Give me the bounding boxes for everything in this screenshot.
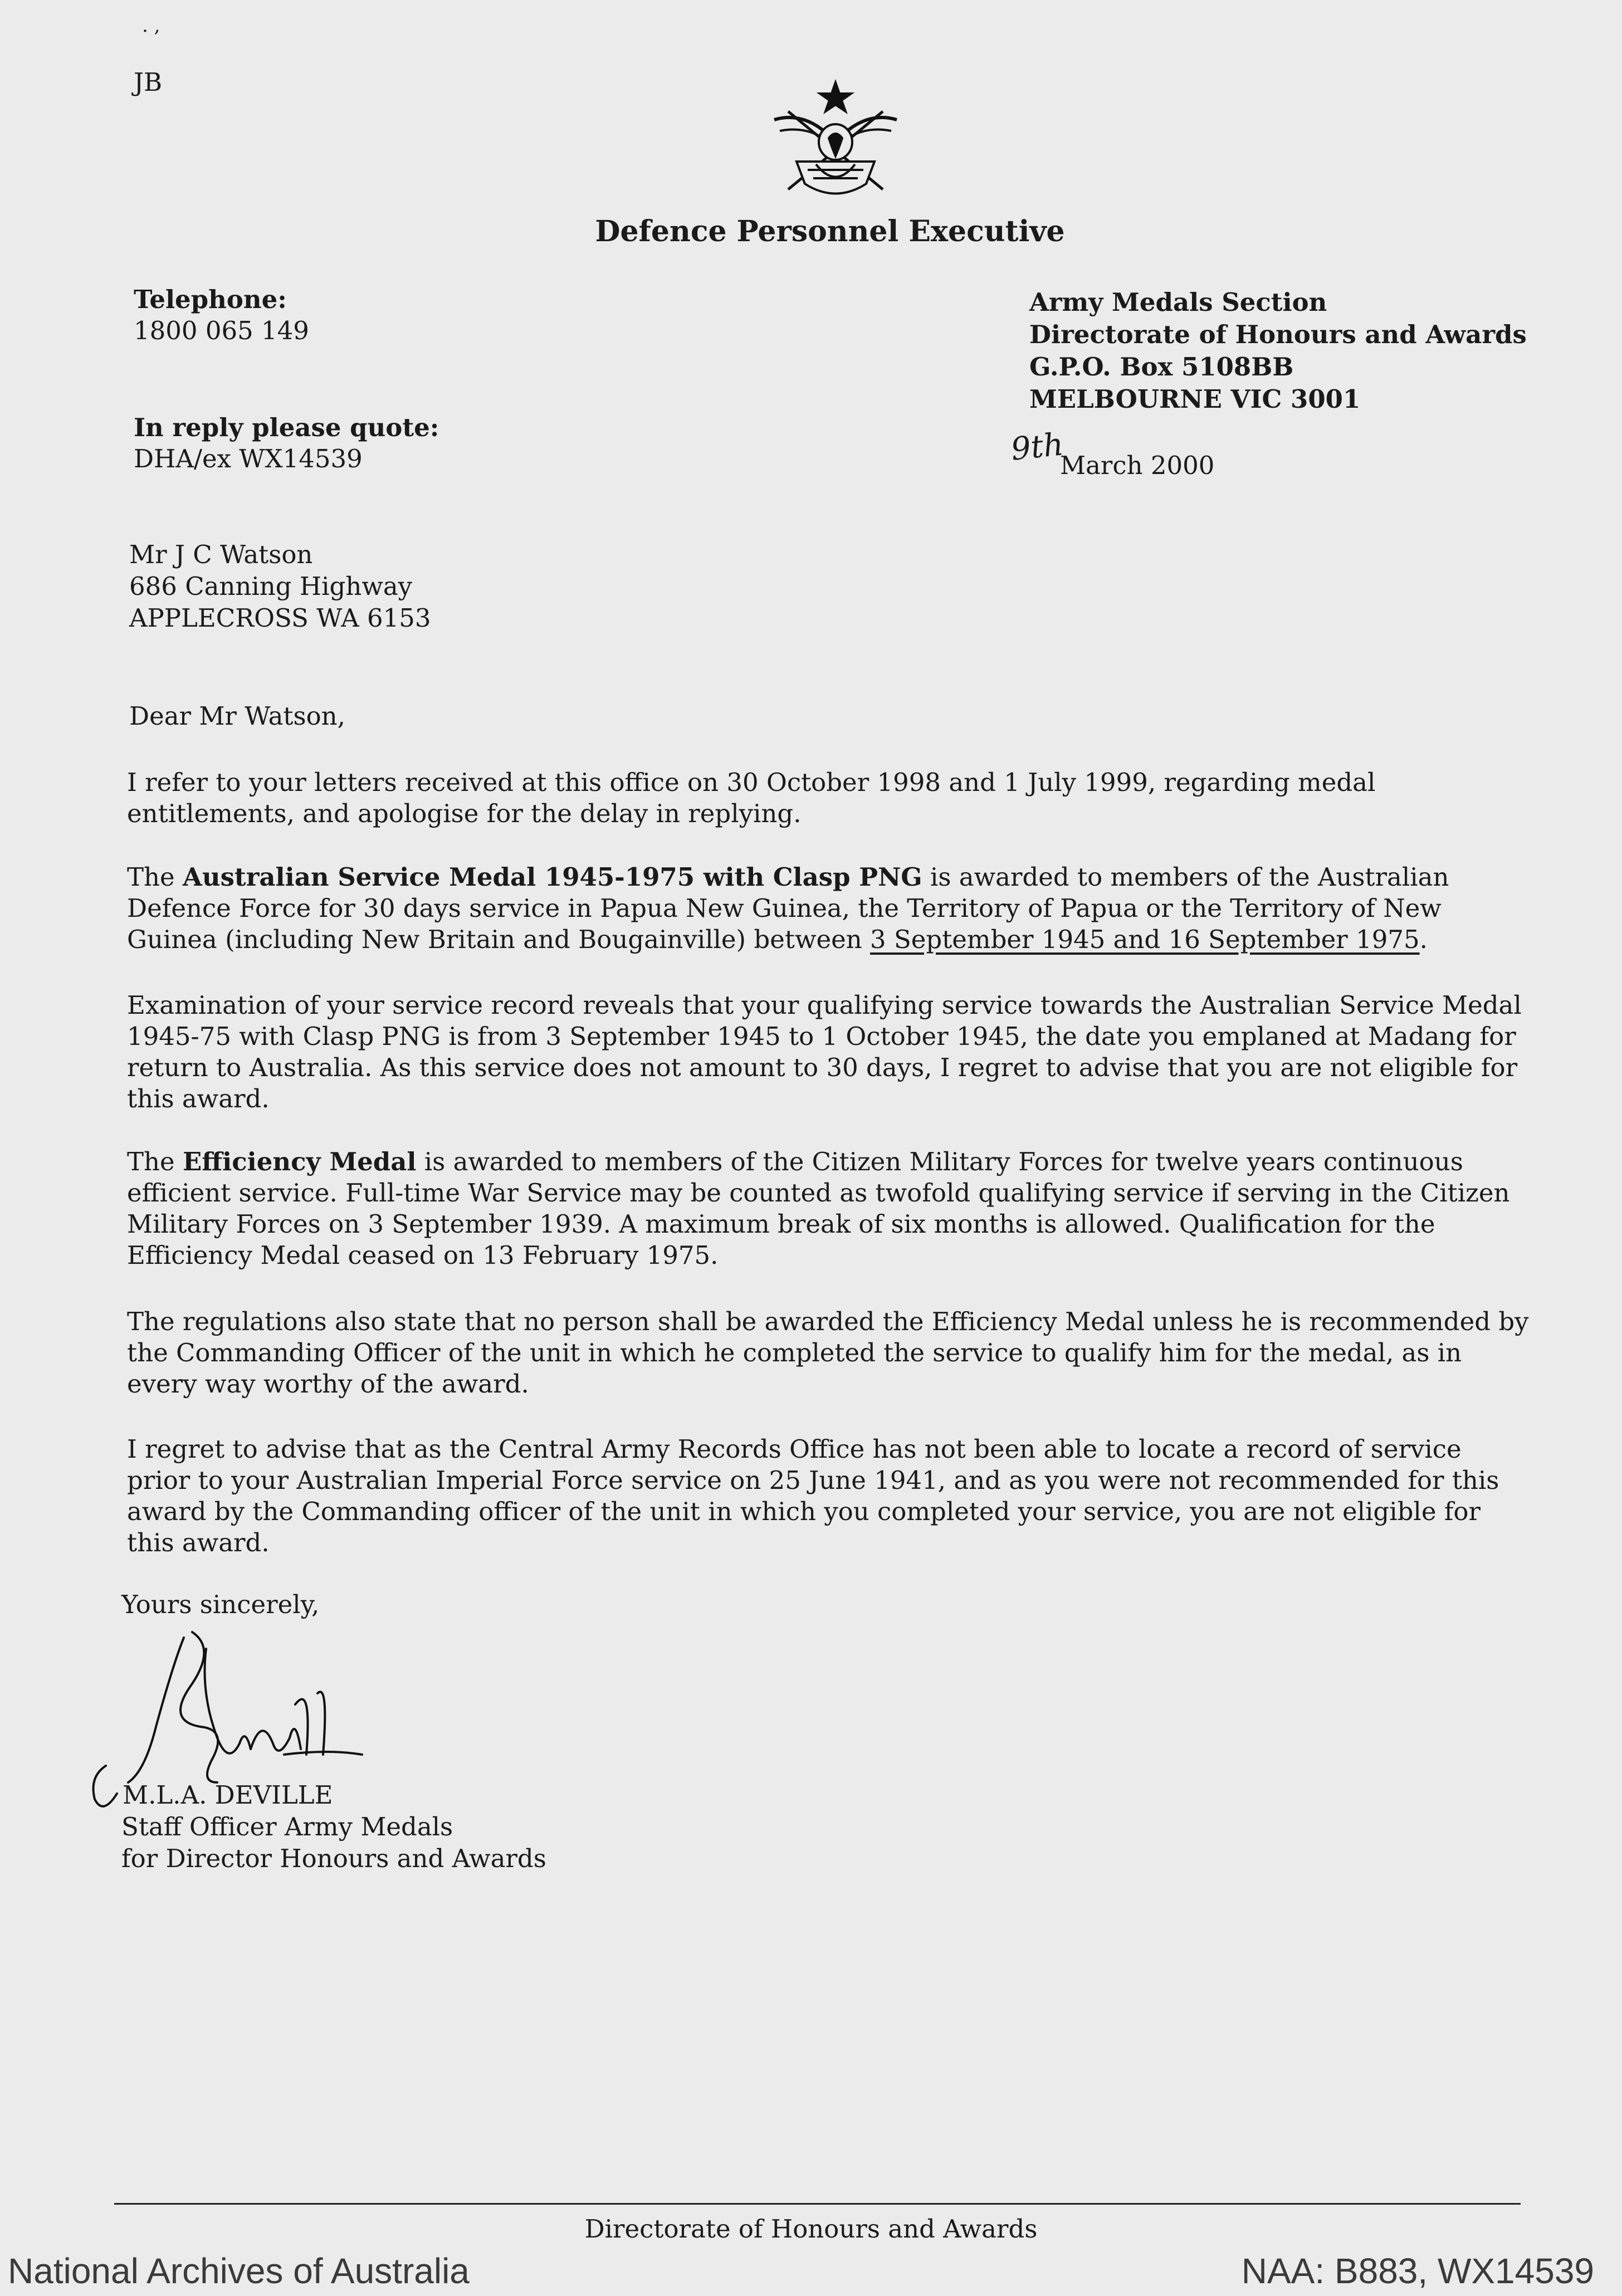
paragraph-6: I regret to advise that as the Central Army Records Office has not been able to locate a record of service prior to your Australian Imperial Force service on 25 June 1941, and as you were not recommended for this award by the Commanding officer of the unit in which you completed your service, you are not eligible for this award. (127, 1434, 1499, 1557)
paragraph-2-start: The (127, 862, 183, 892)
paragraph-4 (127, 1146, 1531, 1271)
salutation: Dear Mr Watson, (129, 701, 345, 731)
paragraph-5: The regulations also state that no person shall be awarded the Efficiency Medal unless he is recommended by the Commanding Officer of the unit in which he completed the service to qualify him for the medal, as in every way worthy of the award. (127, 1307, 1529, 1399)
recipient-locality: APPLECROSS WA 6153 (129, 603, 431, 633)
archive-name: National Archives of Australia (8, 2251, 470, 2291)
reply-label: In reply please quote: (134, 413, 439, 442)
paragraph-1: I refer to your letters received at this office on 30 October 1998 and 1 July 1999, regarding medal entitlements, and apologise for the delay in replying. (127, 768, 1376, 828)
recipient-street: 686 Canning Highway (129, 571, 413, 601)
paragraph-4-rest: is awarded to members of the Citizen Military Forces for twelve years continuous efficient service. Full-time War Service may be counted as twofold qualifying service if serving in the Citizen Military Forces on 3 September 1939. A maximum break of six months is allowed. Qualification for the Efficiency Medal ceased on 13 February 1975. (127, 1147, 1510, 1270)
footer-text: Directorate of Honours and Awards (584, 2214, 1038, 2244)
service-period: 3 September 1945 and 16 September 1975 (870, 925, 1420, 954)
organisation-title: Defence Personnel Executive (595, 214, 1065, 248)
archive-reference: NAA: B883, WX14539 (1241, 2251, 1594, 2291)
paragraph-3: Examination of your service record reveals that your qualifying service towards the Australian Service Medal 1945-75 with Clasp PNG is from 3 September 1945 to 1 October 1945, the date you emplaned at Madang for return to Australia. As this service does not amount to 30 days, I regret to advise that you are not eligible for this award. (127, 990, 1522, 1113)
sender-line-2: Directorate of Honours and Awards (1029, 320, 1527, 349)
paragraph-4-start: The (127, 1147, 183, 1176)
recipient-name: Mr J C Watson (129, 540, 313, 569)
reference-number: DHA/ex WX14539 (134, 444, 363, 473)
letter-date: March 2000 (1060, 451, 1215, 480)
signatory-on-behalf: for Director Honours and Awards (121, 1844, 546, 1873)
sender-line-3: G.P.O. Box 5108BB (1029, 352, 1294, 382)
telephone-number: 1800 065 149 (134, 316, 309, 345)
signatory-title: Staff Officer Army Medals (121, 1812, 453, 1841)
closing: Yours sincerely, (121, 1590, 320, 1619)
paragraph-2-middle: is awarded to members of the Australian Defence Force for 30 days service in Papua New Guinea, the Territory of Papua or the Territory of New Guinea (including New Britain and Bougainville) between (127, 862, 1449, 954)
sender-line-1: Army Medals Section (1029, 287, 1327, 317)
paragraph-2 (127, 862, 1531, 955)
efficiency-medal-name: Efficiency Medal (182, 1147, 417, 1176)
paragraph-2-end: . (1419, 925, 1428, 954)
margin-marks: . , (142, 14, 160, 37)
initials: JB (134, 67, 163, 97)
handwritten-day: 9th (1009, 426, 1066, 468)
footer-rule (114, 2203, 1521, 2205)
asm-medal-name: Australian Service Medal 1945-1975 with Clasp PNG (182, 862, 922, 892)
signatory-name: M.L.A. DEVILLE (123, 1780, 333, 1810)
australian-defence-force-crest-icon (763, 78, 908, 212)
sender-line-4: MELBOURNE VIC 3001 (1029, 384, 1361, 414)
telephone-label: Telephone: (134, 285, 287, 314)
